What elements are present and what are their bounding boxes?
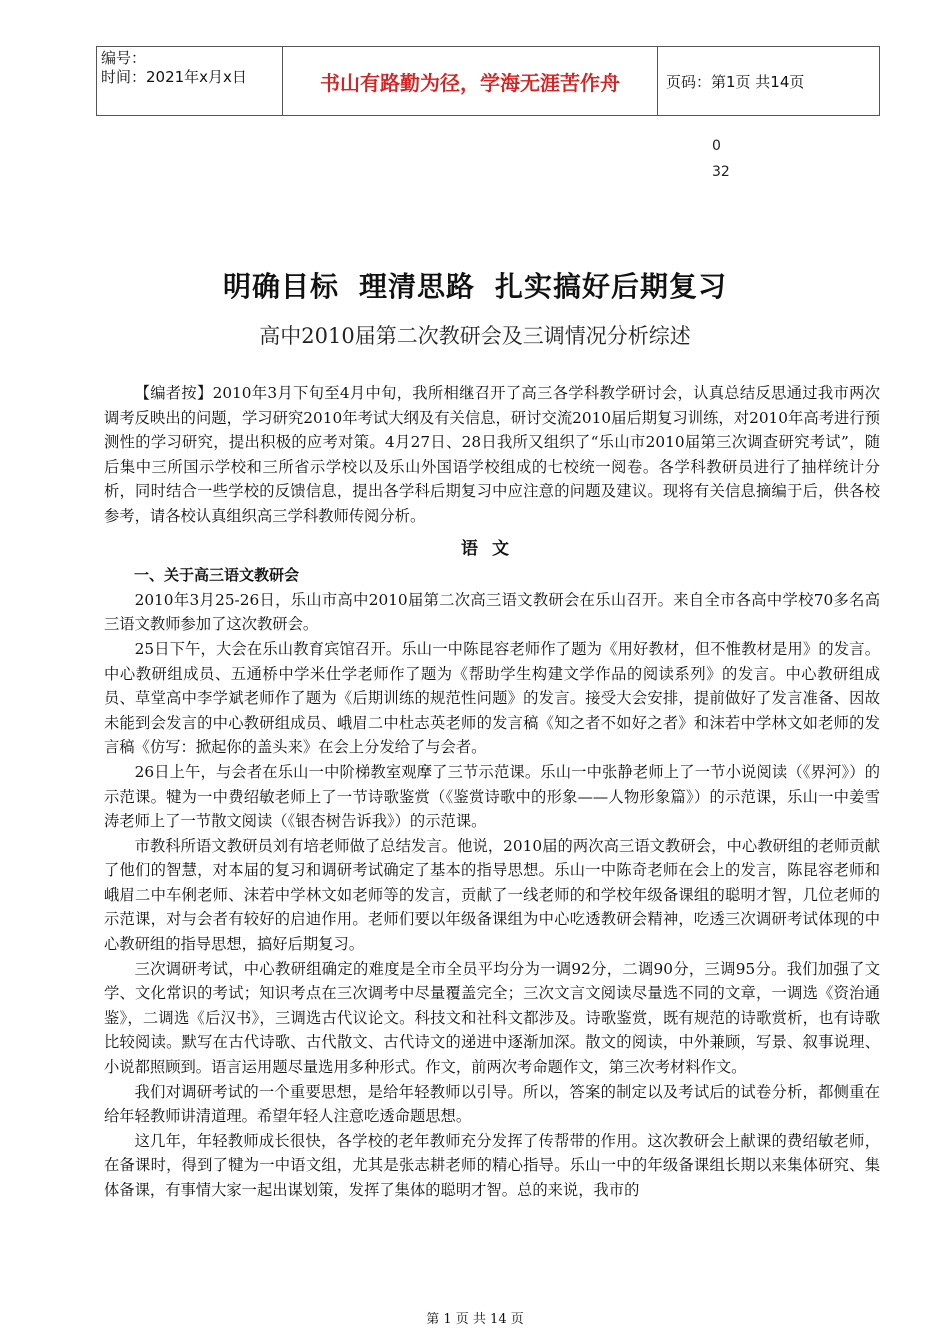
- paragraph-4: 市教科所语文教研员刘有培老师做了总结发言。他说，2010届的两次高三语文教研会，中心教研组的老师贡献了他们的智慧，对本届的复习和调研考试确定了基本的指导思想。乐山一中陈奇老师在会上的发言，陈昆容老师和峨眉二中车俐老师、沫若中学林文如老师等的发言，贡献了一线老师的和学校年级备课组的聪明才智，几位老师的示范课，对与会者有较好的启迪作用。老师们要以年级备课组为中心吃透教研会精神，吃透三次调研考试体现的中心教研组的指导思想，搞好后期复习。: [104, 836, 880, 954]
- page-footer: 第 1 页 共 14 页: [426, 1312, 524, 1327]
- document-body: [104, 381, 880, 1203]
- page-subtitle: 高中2010届第二次教研会及三调情况分析综述: [259, 324, 691, 348]
- paragraph-2: 25日下午，大会在乐山教育宾馆召开。乐山一中陈昆容老师作了题为《用好教材，但不惟教材是用》的发言。中心教研组成员、五通桥中学米仕学老师作了题为《帮助学生构建文学作品的阅读系列》的发言。中心教研组成员、草堂高中李学斌老师作了题为《后期训练的规范性问题》的发言。接受大会安排，提前做好了发言准备、因故未能到会发言的中心教研组成员、峨眉二中杜志英老师的发言稿《知之者不如好之者》和沫若中学林文如老师的发言稿《仿写：掀起你的盖头来》在会上分发给了与会者。: [104, 639, 880, 757]
- header-left-cell: [97, 47, 283, 115]
- subhead: 一、关于高三语文教研会: [134, 566, 300, 585]
- time-label: 时间：2021年x月x日: [101, 68, 247, 86]
- paragraph-7: 这几年，年轻教师成长很快，各学校的老年教师充分发挥了传帮带的作用。这次教研会上献课的费绍敏老师，在备课时，得到了犍为一中语文组，尤其是张志耕老师的精心指导。乐山一中的年级备课组长期以来集体研究、集体备课，有事情大家一起出谋划策，发挥了集体的聪明才智。总的来说，我市的: [104, 1131, 880, 1199]
- text-fragment-2: 32: [712, 164, 730, 180]
- text-fragment-1: 0: [712, 138, 721, 154]
- paragraph-5: 三次调研考试，中心教研组确定的难度是全市全员平均分为一调92分，二调90分，三调95分。我们加强了文学、文化常识的考试；知识考点在三次调考中尽量覆盖完全；三次文言文阅读尽量选不同的文章，一调选《资治通鉴》，二调选《后汉书》，三调选古代议论文。科技文和社科文都涉及。诗歌鉴赏，既有规范的诗歌赏析，也有诗歌比较阅读。默写在古代诗歌、古代散文、古代诗文的递进中逐渐加深。散文的阅读，中外兼顾，写景、叙事说理、小说都照顾到。语言运用题尽量选用多种形式。作文，前两次考命题作文，第三次考材料作文。: [104, 959, 880, 1077]
- title-part-1: 明确目标: [222, 270, 339, 303]
- paragraph-3: 26日上午，与会者在乐山一中阶梯教室观摩了三节示范课。乐山一中张静老师上了一节小说阅读（《界河》）的示范课。犍为一中费绍敏老师上了一节诗歌鉴赏（《鉴赏诗歌中的形象——人物形象篇》）的示范课，乐山一中姜雪涛老师上了一节散文阅读（《银杏树告诉我》）的示范课。: [104, 762, 880, 831]
- section-title: 语文: [461, 538, 523, 559]
- page-info: 页码：第1页 共14页: [666, 72, 805, 91]
- title-part-2: 理清思路: [358, 270, 475, 303]
- header-table: [96, 46, 880, 116]
- editor-note: 【编者按】2010年3月下旬至4月中旬，我所相继召开了高三各学科教学研讨会，认真总结反思通过我市两次调考反映出的问题，学习研究2010年考试大纲及有关信息，研讨交流2010届后期复习训练，对2010年高考进行预测性的学习研究，提出积极的应考对策。4月27日、28日我所又组织了“乐山市2010届第三次调查研究考试”，随后集中三所国示学校和三所省示学校以及乐山外国语学校组成的七校统一阅卷。各学科教研员进行了抽样统计分析，同时结合一些学校的反馈信息，提出各学科后期复习中应注意的问题及建议。现将有关信息摘编于后，供各校参考，请各校认真组织高三学科教师传阅分析。: [104, 384, 880, 525]
- page-title: [0, 265, 950, 305]
- paragraph-1: 2010年3月25-26日，乐山市高中2010届第二次高三语文教研会在乐山召开。来自全市各高中学校70多名高三语文教师参加了这次教研会。: [104, 590, 880, 634]
- title-part-3: 扎实搞好后期复习: [495, 270, 728, 303]
- paragraph-6: 我们对调研考试的一个重要思想，是给年轻教师以引导。所以，答案的制定以及考试后的试卷分析，都侧重在给年轻教师讲清道理。希望年轻人注意吃透命题思想。: [104, 1082, 880, 1126]
- number-label: 编号：: [101, 49, 147, 67]
- motto: 书山有路勤为径，学海无涯苦作舟: [283, 47, 658, 115]
